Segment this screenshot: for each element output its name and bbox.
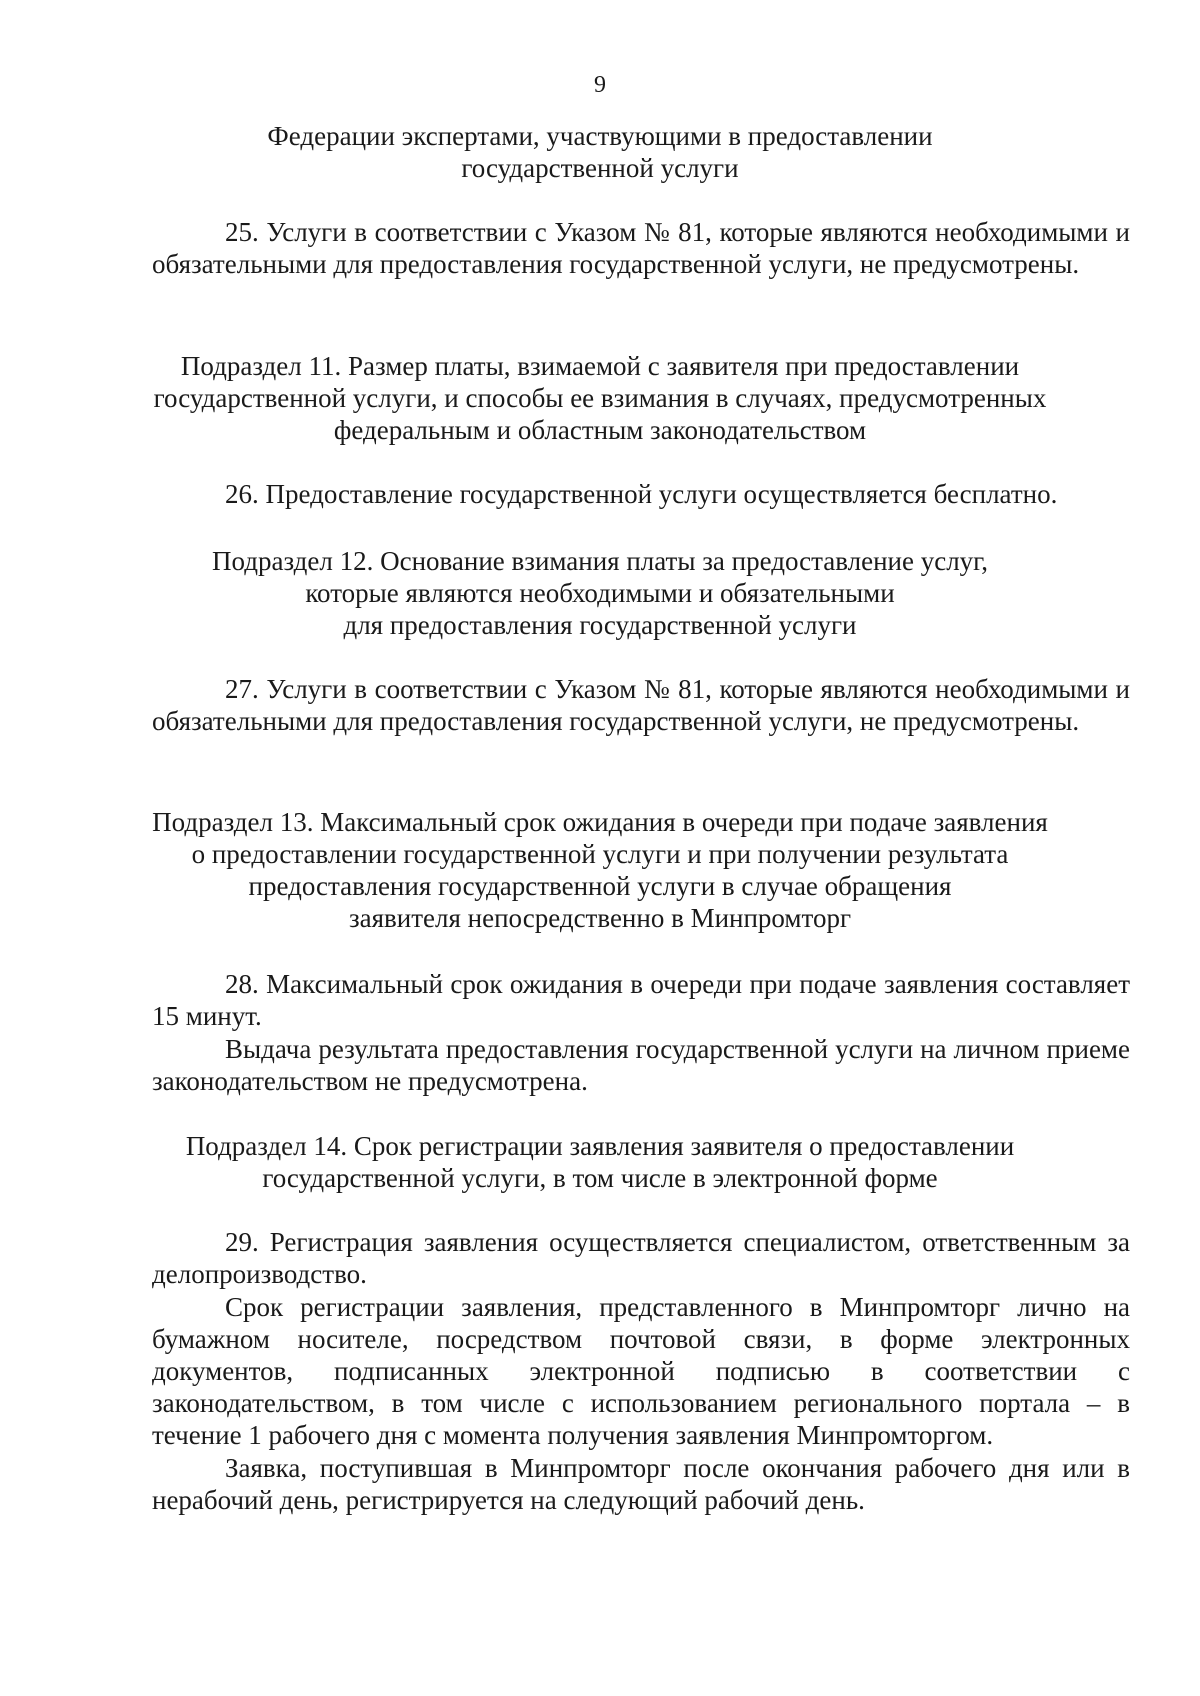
heading-line: государственной услуги, в том числе в электронной форме (262, 1163, 938, 1193)
heading-line: Федерации экспертами, участвующими в предоставлении (267, 121, 933, 151)
paragraph-29-late-application: Заявка, поступившая в Минпромторг после окончания рабочего дня или в нерабочий день, регистрируется на следующий рабочий день. (152, 1453, 1130, 1515)
heading-line: Подраздел 14. Срок регистрации заявления заявителя о предоставлении (185, 1131, 1015, 1161)
heading-line: о предоставлении государственной услуги и при получении результата (191, 839, 1009, 869)
heading-line: предоставления государственной услуги в случае обращения (248, 871, 952, 901)
heading-continued (0, 120, 1200, 184)
heading-line: государственной услуги, и способы ее взимания в случаях, предусмотренных (153, 383, 1047, 413)
subsection-12-heading (0, 545, 1200, 641)
subsection-13-heading (0, 806, 1200, 934)
heading-line: федеральным и областным законодательством (333, 415, 867, 445)
subsection-14-heading (0, 1130, 1200, 1194)
paragraph-29-registration-term: Срок регистрации заявления, представленного в Минпромторг лично на бумажном носителе, посредством почтовой связи, в форме электронных документов, подписанных электронной подписью в соответствии с законодательством, в том числе с использованием регионального портала – в течение 1 рабочего дня с момента получения заявления Минпромторгом. (152, 1292, 1130, 1450)
heading-line: заявителя непосредственно в Минпромторг (348, 903, 852, 933)
paragraph-25: 25. Услуги в соответствии с Указом № 81, которые являются необходимыми и обязательными для предоставления государственной услуги, не предусмотрены. (152, 217, 1130, 279)
paragraph-26: 26. Предоставление государственной услуги осуществляется бесплатно. (225, 479, 1058, 509)
page-number: 9 (594, 72, 606, 98)
paragraph-28-issuance: Выдача результата предоставления государственной услуги на личном приеме законодательством не предусмотрена. (152, 1034, 1130, 1096)
subsection-11-heading (0, 350, 1200, 446)
heading-line: Подраздел 11. Размер платы, взимаемой с заявителя при предоставлении (180, 351, 1020, 381)
heading-line: для предоставления государственной услуги (343, 610, 857, 640)
paragraph-27: 27. Услуги в соответствии с Указом № 81, которые являются необходимыми и обязательными для предоставления государственной услуги, не предусмотрены. (152, 674, 1130, 736)
heading-line: которые являются необходимыми и обязательными (305, 578, 895, 608)
heading-line: Подраздел 12. Основание взимания платы за предоставление услуг, (212, 546, 988, 576)
heading-line: государственной услуги (461, 153, 739, 183)
paragraph-29: 29. Регистрация заявления осуществляется специалистом, ответственным за делопроизводство. (152, 1227, 1130, 1289)
heading-line: Подраздел 13. Максимальный срок ожидания в очереди при подаче заявления (152, 807, 1048, 837)
paragraph-28: 28. Максимальный срок ожидания в очереди при подаче заявления составляет 15 минут. (152, 969, 1130, 1031)
